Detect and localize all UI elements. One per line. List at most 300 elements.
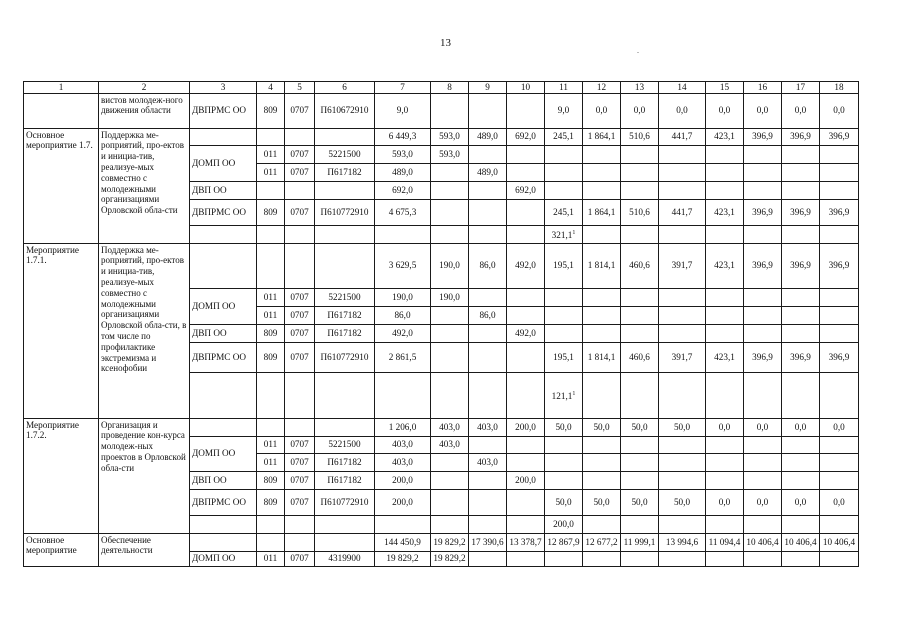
- empty-cell: [257, 372, 285, 418]
- value-cell: [583, 471, 621, 489]
- activity-description: вистов молодеж-ного движения области: [99, 93, 190, 128]
- scan-speck: .: [637, 46, 639, 55]
- empty-cell: [583, 225, 621, 243]
- executor-cell: [190, 418, 257, 436]
- code-cell: 011: [257, 163, 285, 181]
- code-cell: 011: [257, 453, 285, 471]
- executor-cell: ДОМП ОО: [190, 436, 257, 471]
- empty-cell: [375, 372, 431, 418]
- code-cell: 809: [257, 324, 285, 342]
- value-cell: [431, 93, 469, 128]
- value-cell: 190,0: [375, 288, 431, 306]
- code-cell: 809: [257, 199, 285, 225]
- value-cell: [706, 471, 744, 489]
- code-cell: [285, 533, 315, 551]
- column-number: 15: [706, 82, 744, 94]
- value-cell: [820, 551, 859, 566]
- total-value-cell: 10 406,4: [782, 533, 820, 551]
- value-cell: 1 814,1: [583, 342, 621, 372]
- empty-cell: [820, 515, 859, 533]
- value-cell: [659, 436, 706, 453]
- empty-cell: [431, 225, 469, 243]
- value-cell: 403,0: [469, 453, 507, 471]
- code-cell: 809: [257, 342, 285, 372]
- total-value-cell: 396,9: [744, 243, 782, 288]
- code-cell: [257, 533, 285, 551]
- activity-description: Организация и проведение кон-курса молодеж-ных проектов в Орловской обла-сти: [99, 418, 190, 533]
- total-value-cell: 0,0: [820, 418, 859, 436]
- value-cell: 510,6: [621, 199, 659, 225]
- total-value-cell: 460,6: [621, 243, 659, 288]
- empty-cell: [706, 372, 744, 418]
- code-cell: [315, 181, 375, 199]
- value-cell: [545, 145, 583, 163]
- total-value-cell: 10 406,4: [744, 533, 782, 551]
- code-cell: 011: [257, 288, 285, 306]
- total-value-cell: 245,1: [545, 128, 583, 145]
- value-cell: [744, 288, 782, 306]
- code-cell: П617182: [315, 306, 375, 324]
- table-row: [24, 418, 859, 436]
- total-value-cell: 6 449,3: [375, 128, 431, 145]
- note-value: [545, 515, 583, 533]
- code-cell: 5221500: [315, 145, 375, 163]
- total-value-cell: 11 094,4: [706, 533, 744, 551]
- empty-cell: [507, 515, 545, 533]
- value-cell: [659, 163, 706, 181]
- column-number: 9: [469, 82, 507, 94]
- empty-cell: [190, 372, 257, 418]
- code-cell: 0707: [285, 551, 315, 566]
- value-cell: 396,9: [820, 342, 859, 372]
- value-cell: 0,0: [659, 93, 706, 128]
- value-cell: 593,0: [375, 145, 431, 163]
- executor-cell: ДВП ОО: [190, 471, 257, 489]
- value-cell: [431, 306, 469, 324]
- value-cell: [507, 453, 545, 471]
- value-cell: [820, 471, 859, 489]
- value-cell: [621, 436, 659, 453]
- empty-cell: [706, 515, 744, 533]
- footnote-mark: 1: [572, 229, 576, 236]
- executor-cell: ДВП ОО: [190, 324, 257, 342]
- executor-cell: [190, 128, 257, 145]
- value-cell: [659, 551, 706, 566]
- value-cell: [782, 436, 820, 453]
- total-value-cell: 593,0: [431, 128, 469, 145]
- value-cell: 0,0: [820, 489, 859, 515]
- total-value-cell: 13 378,7: [507, 533, 545, 551]
- empty-cell: [706, 225, 744, 243]
- code-cell: [315, 418, 375, 436]
- total-value-cell: 0,0: [744, 418, 782, 436]
- value-cell: [744, 436, 782, 453]
- page-number: 13: [440, 37, 451, 49]
- value-cell: [706, 181, 744, 199]
- value-cell: [507, 93, 545, 128]
- total-value-cell: 0,0: [706, 418, 744, 436]
- empty-cell: [659, 515, 706, 533]
- empty-cell: [744, 515, 782, 533]
- total-value-cell: 50,0: [545, 418, 583, 436]
- column-number: 18: [820, 82, 859, 94]
- value-cell: 50,0: [621, 489, 659, 515]
- value-cell: [820, 145, 859, 163]
- value-cell: [431, 342, 469, 372]
- column-number: 4: [257, 82, 285, 94]
- value-cell: 9,0: [545, 93, 583, 128]
- code-cell: 809: [257, 471, 285, 489]
- total-value-cell: 195,1: [545, 243, 583, 288]
- value-cell: [744, 453, 782, 471]
- value-cell: [621, 551, 659, 566]
- value-cell: [744, 181, 782, 199]
- note-value: [545, 372, 583, 418]
- value-cell: 200,0: [507, 471, 545, 489]
- activity-description: Поддержка ме-роприятий, про-ектов и инициа-тив, реализуе-мых совместно с молодежными организациями Орловской обла-сти: [99, 128, 190, 243]
- value-cell: [659, 181, 706, 199]
- code-cell: 5221500: [315, 288, 375, 306]
- code-cell: [285, 418, 315, 436]
- value-cell: 396,9: [782, 199, 820, 225]
- value-cell: [820, 436, 859, 453]
- value-cell: [659, 453, 706, 471]
- budget-table: [23, 81, 859, 567]
- total-value-cell: 391,7: [659, 243, 706, 288]
- empty-cell: [782, 225, 820, 243]
- value-cell: 0,0: [706, 489, 744, 515]
- value-cell: [545, 163, 583, 181]
- value-cell: [583, 453, 621, 471]
- column-number: 16: [744, 82, 782, 94]
- code-cell: [285, 128, 315, 145]
- total-value-cell: 1 814,1: [583, 243, 621, 288]
- code-cell: 0707: [285, 306, 315, 324]
- value-cell: 423,1: [706, 199, 744, 225]
- executor-cell: ДОМП ОО: [190, 551, 257, 566]
- executor-cell: ДВП ОО: [190, 181, 257, 199]
- empty-cell: [315, 515, 375, 533]
- value-cell: 441,7: [659, 199, 706, 225]
- value-cell: 50,0: [545, 489, 583, 515]
- value-cell: [820, 453, 859, 471]
- value-cell: [782, 163, 820, 181]
- empty-cell: [285, 515, 315, 533]
- note-amount: 121,1: [551, 390, 573, 401]
- value-cell: [469, 436, 507, 453]
- total-value-cell: 17 390,6: [469, 533, 507, 551]
- executor-cell: ДОМП ОО: [190, 288, 257, 324]
- total-value-cell: 190,0: [431, 243, 469, 288]
- empty-cell: [744, 372, 782, 418]
- value-cell: [782, 551, 820, 566]
- column-number: 7: [375, 82, 431, 94]
- empty-cell: [820, 225, 859, 243]
- value-cell: [621, 324, 659, 342]
- code-cell: П610772910: [315, 489, 375, 515]
- empty-cell: [469, 515, 507, 533]
- code-cell: П617182: [315, 324, 375, 342]
- value-cell: [545, 181, 583, 199]
- total-value-cell: 396,9: [820, 128, 859, 145]
- value-cell: [706, 306, 744, 324]
- value-cell: 396,9: [820, 199, 859, 225]
- empty-cell: [375, 225, 431, 243]
- value-cell: [545, 436, 583, 453]
- value-cell: [469, 181, 507, 199]
- value-cell: [583, 181, 621, 199]
- value-cell: [507, 306, 545, 324]
- value-cell: [431, 489, 469, 515]
- value-cell: [706, 324, 744, 342]
- value-cell: 0,0: [782, 489, 820, 515]
- executor-cell: [190, 533, 257, 551]
- value-cell: 0,0: [820, 93, 859, 128]
- value-cell: [706, 163, 744, 181]
- value-cell: 403,0: [431, 436, 469, 453]
- value-cell: [507, 551, 545, 566]
- value-cell: [621, 288, 659, 306]
- column-number: 14: [659, 82, 706, 94]
- empty-cell: [507, 225, 545, 243]
- empty-cell: [257, 515, 285, 533]
- value-cell: [782, 471, 820, 489]
- value-cell: [820, 163, 859, 181]
- empty-cell: [285, 225, 315, 243]
- code-cell: [257, 418, 285, 436]
- activity-name: Мероприятие 1.7.1.: [24, 243, 99, 418]
- value-cell: 86,0: [375, 306, 431, 324]
- code-cell: 0707: [285, 93, 315, 128]
- column-number: 13: [621, 82, 659, 94]
- empty-cell: [621, 372, 659, 418]
- code-cell: [315, 533, 375, 551]
- empty-cell: [782, 515, 820, 533]
- value-cell: [744, 324, 782, 342]
- empty-cell: [375, 515, 431, 533]
- code-cell: 011: [257, 551, 285, 566]
- code-cell: 011: [257, 306, 285, 324]
- empty-cell: [315, 372, 375, 418]
- value-cell: 1 864,1: [583, 199, 621, 225]
- executor-cell: ДОМП ОО: [190, 145, 257, 181]
- code-cell: 011: [257, 436, 285, 453]
- value-cell: 391,7: [659, 342, 706, 372]
- total-value-cell: 423,1: [706, 243, 744, 288]
- value-cell: [782, 324, 820, 342]
- value-cell: [659, 288, 706, 306]
- value-cell: [820, 324, 859, 342]
- value-cell: [545, 306, 583, 324]
- total-value-cell: 1 864,1: [583, 128, 621, 145]
- value-cell: [431, 453, 469, 471]
- value-cell: [545, 471, 583, 489]
- code-cell: П610772910: [315, 342, 375, 372]
- value-cell: 0,0: [744, 489, 782, 515]
- code-cell: [257, 243, 285, 288]
- total-value-cell: 50,0: [659, 418, 706, 436]
- value-cell: 200,0: [375, 489, 431, 515]
- total-value-cell: 396,9: [782, 243, 820, 288]
- value-cell: [659, 471, 706, 489]
- value-cell: [431, 163, 469, 181]
- empty-cell: [315, 225, 375, 243]
- code-cell: 4319900: [315, 551, 375, 566]
- total-value-cell: 396,9: [820, 243, 859, 288]
- empty-cell: [507, 372, 545, 418]
- code-cell: П610672910: [315, 93, 375, 128]
- value-cell: 692,0: [507, 181, 545, 199]
- empty-cell: [431, 372, 469, 418]
- value-cell: [621, 471, 659, 489]
- code-cell: 0707: [285, 342, 315, 372]
- value-cell: 489,0: [375, 163, 431, 181]
- value-cell: [431, 324, 469, 342]
- code-cell: [257, 128, 285, 145]
- empty-cell: [257, 225, 285, 243]
- value-cell: [583, 145, 621, 163]
- code-cell: 0707: [285, 489, 315, 515]
- total-value-cell: 50,0: [583, 418, 621, 436]
- value-cell: 492,0: [507, 324, 545, 342]
- total-value-cell: 692,0: [507, 128, 545, 145]
- total-value-cell: 1 206,0: [375, 418, 431, 436]
- code-cell: П617182: [315, 453, 375, 471]
- value-cell: [583, 324, 621, 342]
- code-cell: П610772910: [315, 199, 375, 225]
- value-cell: 396,9: [744, 342, 782, 372]
- total-value-cell: 403,0: [431, 418, 469, 436]
- column-number: 1: [24, 82, 99, 94]
- value-cell: [621, 453, 659, 471]
- value-cell: [621, 145, 659, 163]
- value-cell: [469, 145, 507, 163]
- value-cell: 245,1: [545, 199, 583, 225]
- code-cell: 809: [257, 489, 285, 515]
- value-cell: [706, 436, 744, 453]
- value-cell: 403,0: [375, 453, 431, 471]
- value-cell: 0,0: [583, 93, 621, 128]
- code-cell: [257, 181, 285, 199]
- value-cell: 396,9: [744, 199, 782, 225]
- value-cell: [706, 145, 744, 163]
- value-cell: 489,0: [469, 163, 507, 181]
- value-cell: [507, 342, 545, 372]
- code-cell: 5221500: [315, 436, 375, 453]
- empty-cell: [659, 225, 706, 243]
- empty-cell: [659, 372, 706, 418]
- value-cell: 593,0: [431, 145, 469, 163]
- value-cell: [659, 145, 706, 163]
- value-cell: [706, 551, 744, 566]
- activity-name: Основное мероприятие 1.7.: [24, 128, 99, 243]
- value-cell: 0,0: [782, 93, 820, 128]
- value-cell: 403,0: [375, 436, 431, 453]
- executor-cell: [190, 243, 257, 288]
- value-cell: [545, 453, 583, 471]
- value-cell: 9,0: [375, 93, 431, 128]
- value-cell: 19 829,2: [375, 551, 431, 566]
- total-value-cell: 10 406,4: [820, 533, 859, 551]
- table-row: [24, 128, 859, 145]
- code-cell: 0707: [285, 436, 315, 453]
- code-cell: 0707: [285, 145, 315, 163]
- total-value-cell: 144 450,9: [375, 533, 431, 551]
- code-cell: П617182: [315, 471, 375, 489]
- total-value-cell: 19 829,2: [431, 533, 469, 551]
- value-cell: 692,0: [375, 181, 431, 199]
- value-cell: 200,0: [375, 471, 431, 489]
- code-cell: 0707: [285, 163, 315, 181]
- value-cell: 0,0: [744, 93, 782, 128]
- code-cell: 809: [257, 93, 285, 128]
- column-number: 10: [507, 82, 545, 94]
- value-cell: 50,0: [583, 489, 621, 515]
- value-cell: [820, 181, 859, 199]
- empty-cell: [583, 515, 621, 533]
- value-cell: [744, 145, 782, 163]
- value-cell: [469, 489, 507, 515]
- total-value-cell: 510,6: [621, 128, 659, 145]
- total-value-cell: 441,7: [659, 128, 706, 145]
- value-cell: [659, 306, 706, 324]
- code-cell: [315, 243, 375, 288]
- empty-cell: [469, 372, 507, 418]
- empty-cell: [469, 225, 507, 243]
- total-value-cell: 50,0: [621, 418, 659, 436]
- value-cell: [621, 163, 659, 181]
- empty-cell: [744, 225, 782, 243]
- code-cell: 0707: [285, 471, 315, 489]
- note-value: [545, 225, 583, 243]
- value-cell: [782, 181, 820, 199]
- value-cell: 50,0: [659, 489, 706, 515]
- value-cell: [621, 181, 659, 199]
- total-value-cell: 12 867,9: [545, 533, 583, 551]
- total-value-cell: 403,0: [469, 418, 507, 436]
- empty-cell: [621, 515, 659, 533]
- total-value-cell: 200,0: [507, 418, 545, 436]
- value-cell: [820, 288, 859, 306]
- value-cell: [507, 489, 545, 515]
- value-cell: [469, 324, 507, 342]
- activity-name: Мероприятие 1.7.2.: [24, 418, 99, 533]
- code-cell: [315, 128, 375, 145]
- value-cell: 396,9: [782, 342, 820, 372]
- total-value-cell: 3 629,5: [375, 243, 431, 288]
- executor-cell: ДВПРМС ОО: [190, 93, 257, 128]
- empty-cell: [782, 372, 820, 418]
- value-cell: [507, 145, 545, 163]
- code-cell: [285, 243, 315, 288]
- column-number: 2: [99, 82, 190, 94]
- column-number: 3: [190, 82, 257, 94]
- value-cell: [583, 163, 621, 181]
- code-cell: 0707: [285, 324, 315, 342]
- value-cell: [583, 288, 621, 306]
- value-cell: 492,0: [375, 324, 431, 342]
- executor-cell: ДВПРМС ОО: [190, 199, 257, 225]
- code-cell: 0707: [285, 453, 315, 471]
- total-value-cell: 396,9: [744, 128, 782, 145]
- value-cell: [583, 436, 621, 453]
- empty-cell: [431, 515, 469, 533]
- value-cell: 0,0: [621, 93, 659, 128]
- empty-cell: [190, 225, 257, 243]
- value-cell: [469, 342, 507, 372]
- value-cell: [469, 471, 507, 489]
- code-cell: [285, 181, 315, 199]
